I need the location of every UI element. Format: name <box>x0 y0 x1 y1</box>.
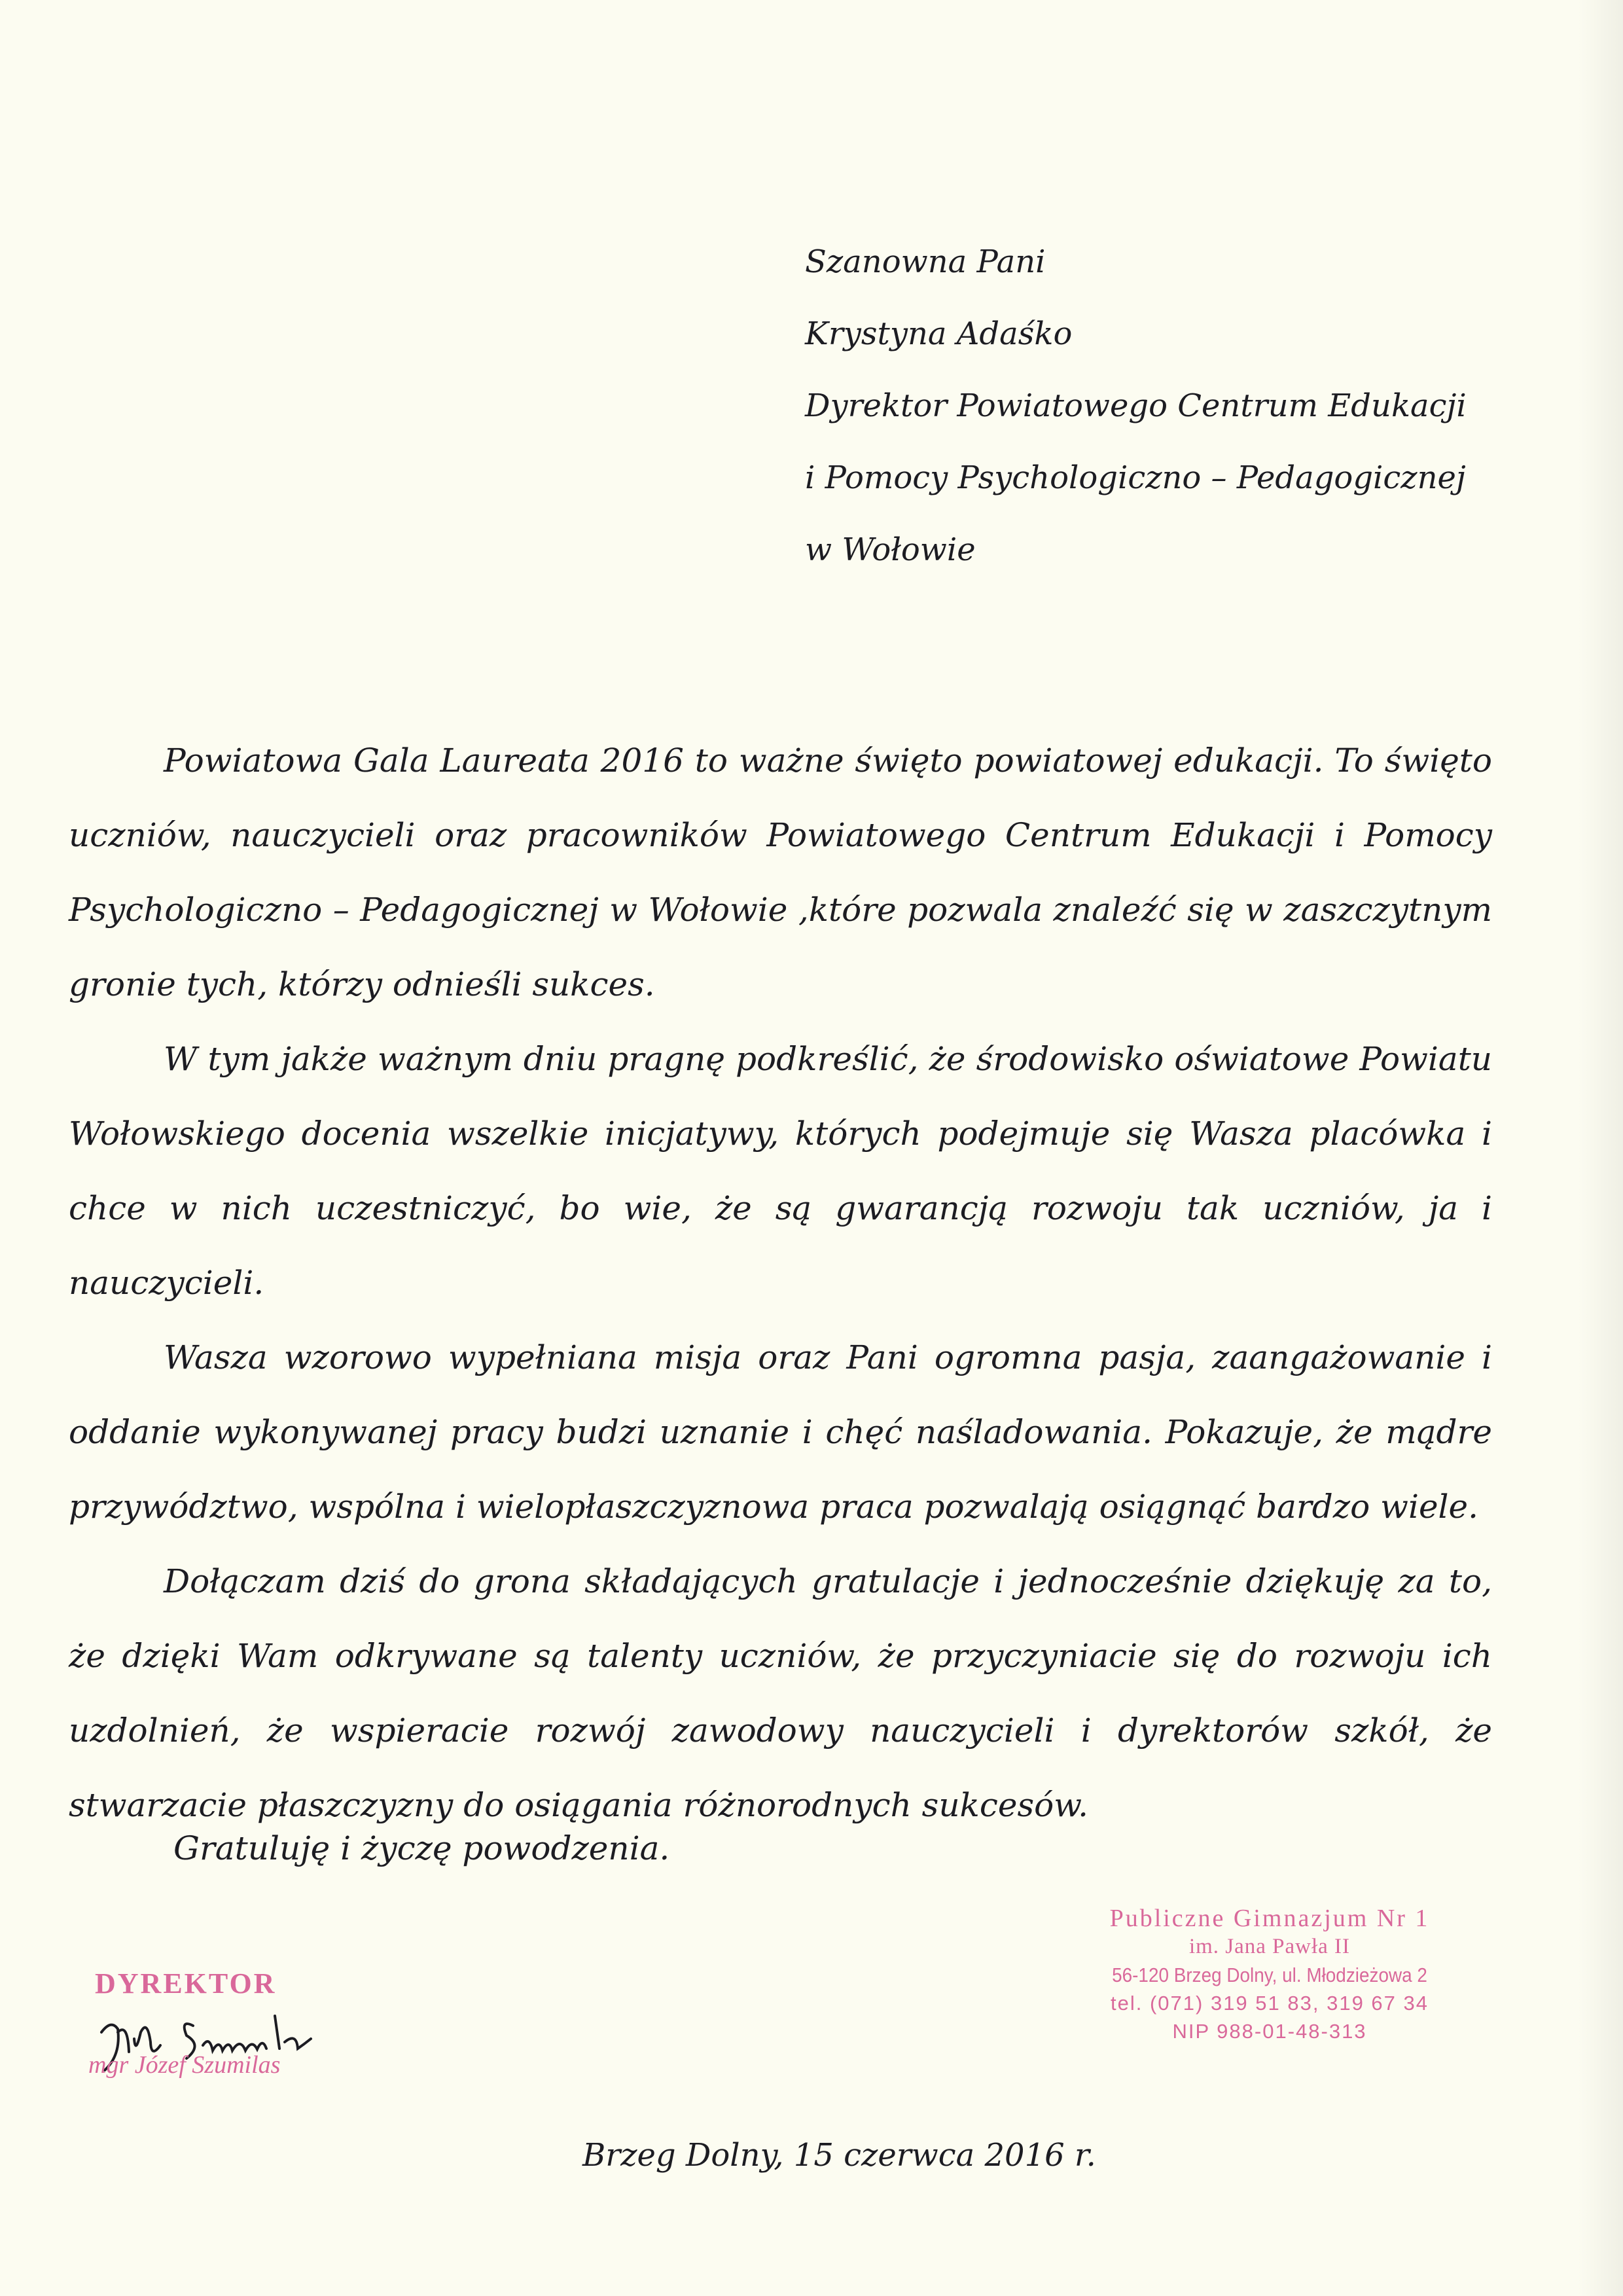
body-paragraph-4: Dołączam dziś do grona składających gratulacje i jednocześnie dziękuję za to, że dzięki Wam odkrywane są talenty uczniów, że przyczyniacie się do rozwoju ich uzdolnień, że wspieracie rozwój zawodowy nauczycieli i dyrektorów szkół, że stwarzacie płaszczyzny do osiągania różnorodnych sukcesów. <box>69 1562 1492 1824</box>
place-and-date: Brzeg Dolny, 15 czerwca 2016 r. <box>582 2137 1096 2174</box>
recipient-salutation: Szanowna Pani <box>805 243 1046 280</box>
letter-body <box>69 723 1492 1842</box>
body-paragraph-2: W tym jakże ważnym dniu pragnę podkreślić, że środowisko oświatowe Powiatu Wołowskiego docenia wszelkie inicjatywy, których podejmuje się Wasza placówka i chce w nich uczestniczyć, bo wie, że są gwarancją rozwoju tak uczniów, ja i nauczycieli. <box>69 1040 1492 1302</box>
director-stamp-title: DYREKTOR <box>95 1967 277 2000</box>
body-paragraph-3: Wasza wzorowo wypełniana misja oraz Pani ogromna pasja, zaangażowanie i oddanie wykonywanej pracy budzi uznanie i chęć naśladowania. Pokazuje, że mądre przywództwo, wspólna i wielopłaszczyznowa praca pozwalają osiągnąć bardzo wiele. <box>69 1338 1492 1526</box>
closing-line: Gratuluję i życzę powodzenia. <box>173 1829 670 1867</box>
school-stamp <box>1060 1905 1479 2045</box>
body-paragraph-1: Powiatowa Gala Laureata 2016 to ważne święto powiatowej edukacji. To święto uczniów, nauczycieli oraz pracowników Powiatowego Centrum Edukacji i Pomocy Psychologiczno – Pedagogicznej w Wołowie ,które pozwala znaleźć się w zaszczytnym gronie tych, którzy odnieśli sukces. <box>69 742 1492 1003</box>
scan-edge-shadow <box>1577 0 1623 2296</box>
school-stamp-patron: im. Jana Pawła II <box>1188 1935 1351 1958</box>
recipient-address-block <box>805 226 1558 586</box>
recipient-name: Krystyna Adaśko <box>805 315 1073 352</box>
director-stamp <box>88 1967 389 2098</box>
recipient-institution: i Pomocy Psychologiczno – Pedagogicznej <box>805 459 1466 496</box>
recipient-position: Dyrektor Powiatowego Centrum Edukacji <box>805 387 1467 424</box>
school-stamp-phone: tel. (071) 319 51 83, 319 67 34 <box>1111 1992 1429 2015</box>
school-stamp-nip: NIP 988-01-48-313 <box>1172 2020 1367 2043</box>
director-stamp-name: mgr Józef Szumilas <box>88 2051 281 2079</box>
recipient-city: w Wołowie <box>805 531 976 568</box>
school-stamp-name: Publiczne Gimnazjum Nr 1 <box>1109 1905 1430 1932</box>
school-stamp-address: 56-120 Brzeg Dolny, ul. Młodzieżowa 2 <box>1112 1964 1427 1986</box>
